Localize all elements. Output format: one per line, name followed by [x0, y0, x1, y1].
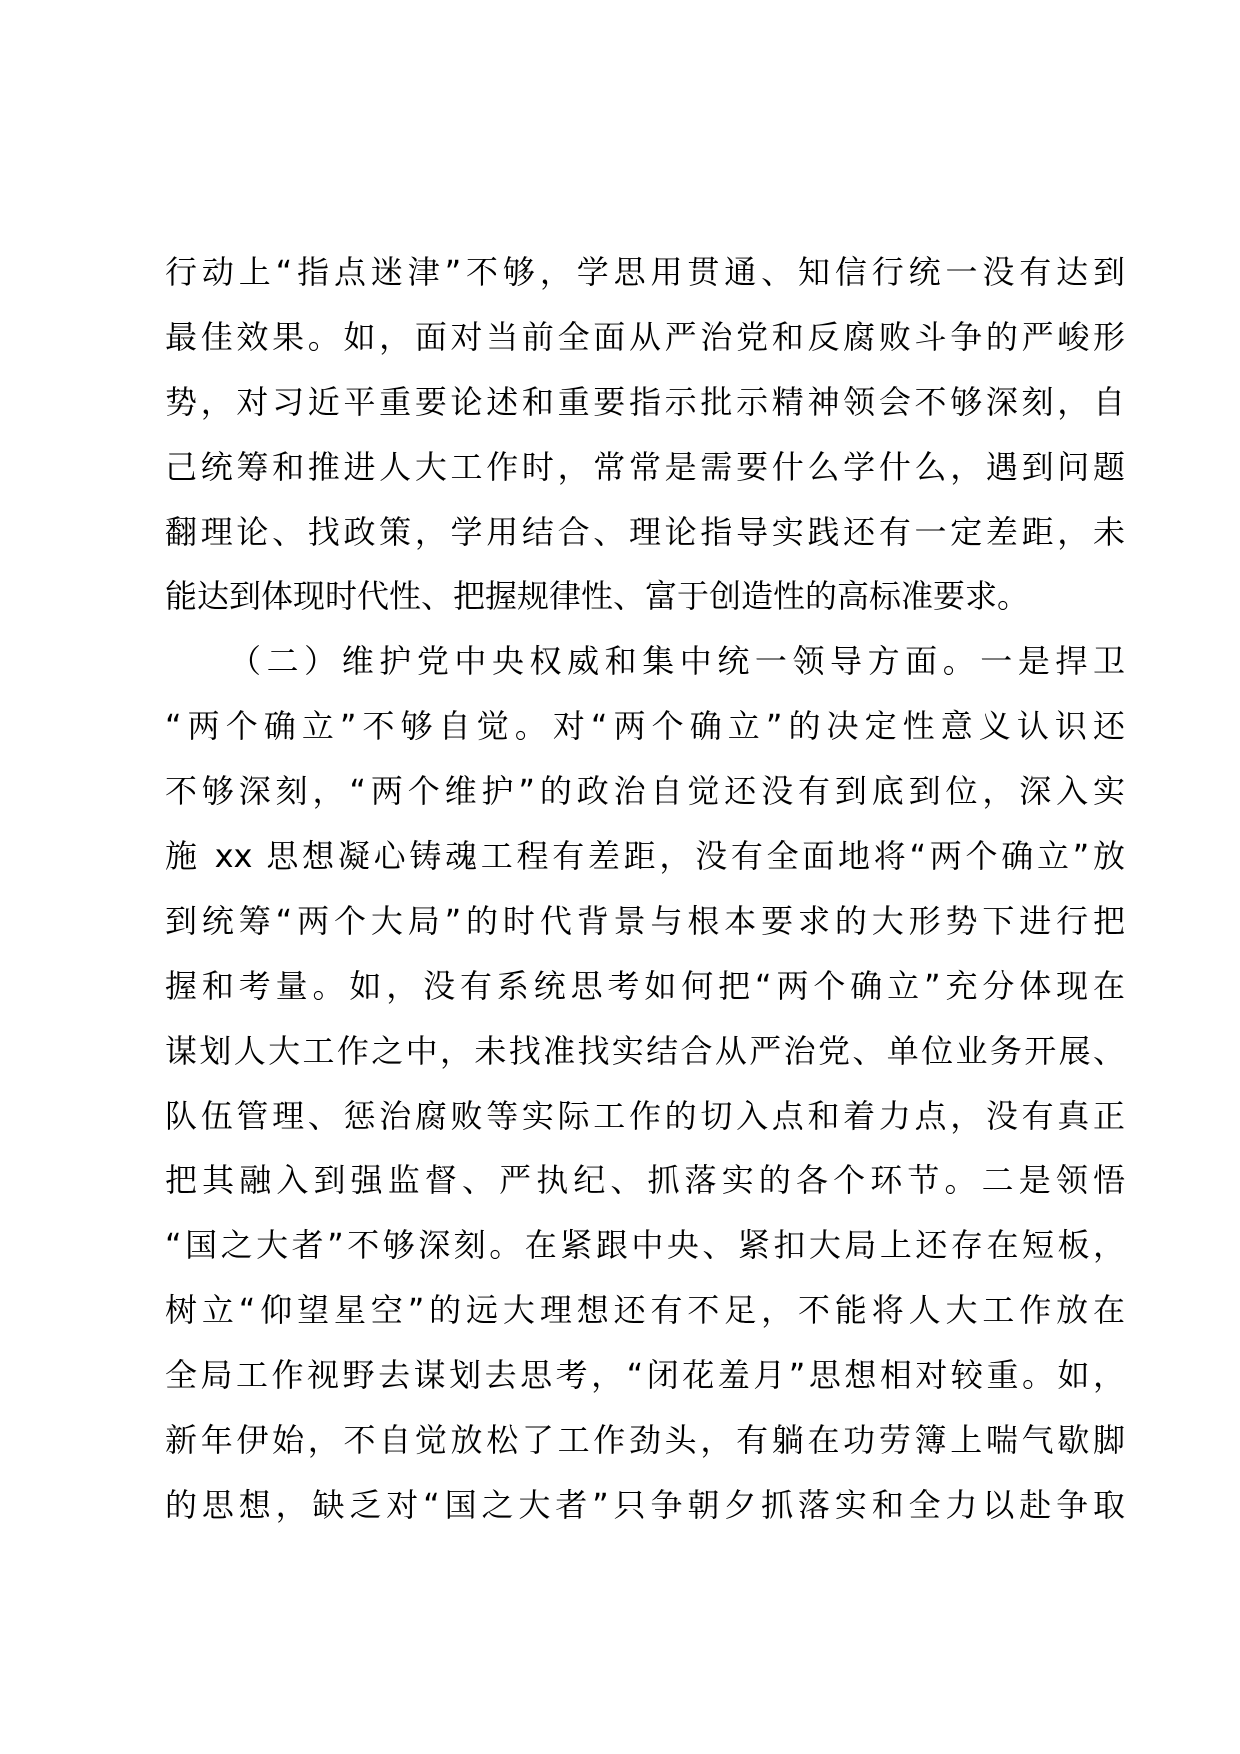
text-line: 施 xx 思想凝心铸魂工程有差距，没有全面地将“两个确立”放: [165, 837, 1125, 876]
text-line: 的思想，缺乏对“国之大者”只争朝夕抓落实和全力以赴争取: [165, 1485, 1125, 1524]
text-line: 行动上“指点迷津”不够，学思用贯通、知信行统一没有达到: [165, 253, 1125, 291]
text-line: 握和考量。如，没有系统思考如何把“两个确立”充分体现在: [165, 966, 1125, 1005]
text-line: 最佳效果。如，面对当前全面从严治党和反腐败斗争的严峻形: [165, 317, 1125, 356]
section-heading-line: （二）维护党中央权威和集中统一领导方面。一是捍卫: [229, 642, 1125, 681]
text-line: 把其融入到强监督、严执纪、抓落实的各个环节。二是领悟: [165, 1161, 1125, 1200]
document-body: [165, 240, 1125, 1538]
text-line: 不够深刻，“两个维护”的政治自觉还没有到底到位，深入实: [165, 772, 1125, 811]
text-line: 己统筹和推进人大工作时，常常是需要什么学什么，遇到问题: [165, 447, 1125, 486]
text-line: 谋划人大工作之中，未找准找实结合从严治党、单位业务开展、: [165, 1031, 1125, 1070]
text-line: 势，对习近平重要论述和重要指示批示精神领会不够深刻，自: [165, 382, 1125, 421]
text-line: “国之大者”不够深刻。在紧跟中央、紧扣大局上还存在短板，: [165, 1226, 1125, 1265]
text-line: “两个确立”不够自觉。对“两个确立”的决定性意义认识还: [165, 707, 1125, 746]
text-line: 队伍管理、惩治腐败等实际工作的切入点和着力点，没有真正: [165, 1096, 1125, 1135]
text-line: 树立“仰望星空”的远大理想还有不足，不能将人大工作放在: [165, 1291, 1125, 1330]
text-line: 新年伊始，不自觉放松了工作劲头，有躺在功劳簿上喘气歇脚: [165, 1421, 1125, 1460]
text-line: 全局工作视野去谋划去思考，“闭花羞月”思想相对较重。如，: [165, 1356, 1125, 1395]
text-line: 翻理论、找政策，学用结合、理论指导实践还有一定差距，未: [165, 512, 1125, 551]
text-line: 到统筹“两个大局”的时代背景与根本要求的大形势下进行把: [165, 901, 1125, 940]
text-line: 能达到体现时代性、把握规律性、富于创造性的高标准要求。: [165, 577, 1030, 616]
